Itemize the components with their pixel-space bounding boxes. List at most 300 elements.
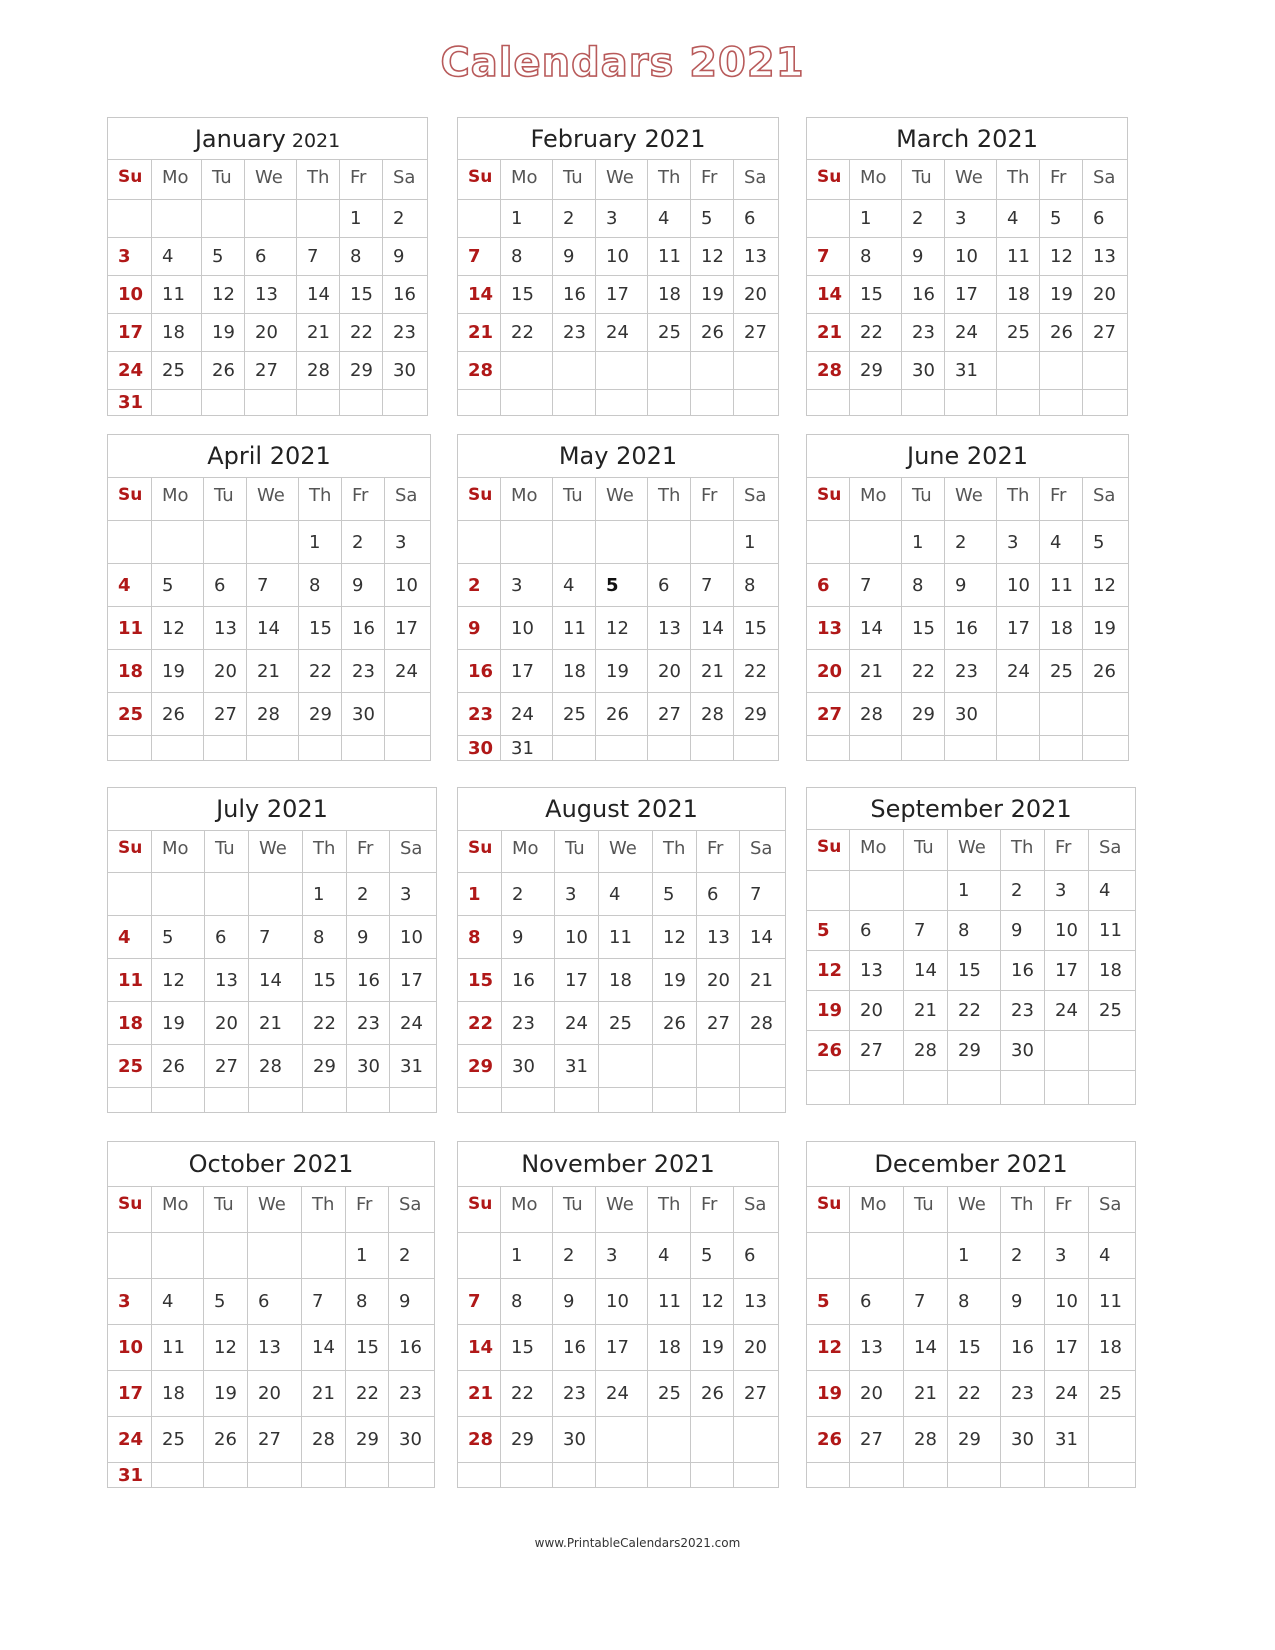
day-cell: 6 xyxy=(807,564,850,607)
day-cell: 13 xyxy=(204,607,247,650)
week-row xyxy=(807,951,1136,991)
day-cell: 6 xyxy=(734,200,779,238)
week-row xyxy=(807,693,1129,736)
weekday-su: Su xyxy=(108,831,152,873)
month-name: January xyxy=(194,124,286,153)
month-year: 2021 xyxy=(636,124,706,153)
day-cell: 15 xyxy=(734,607,779,650)
week-row xyxy=(807,991,1136,1031)
day-cell: 17 xyxy=(108,1371,152,1417)
week-row xyxy=(458,650,779,693)
day-cell: 7 xyxy=(904,1279,948,1325)
day-cell: 30 xyxy=(347,1045,390,1088)
day-cell: 11 xyxy=(108,959,152,1002)
day-cell: 7 xyxy=(904,911,948,951)
day-cell: 19 xyxy=(1083,607,1129,650)
day-cell: 11 xyxy=(648,238,691,276)
empty-cell xyxy=(342,736,385,761)
week-row xyxy=(807,1325,1136,1371)
week-row xyxy=(458,873,786,916)
empty-cell xyxy=(108,521,152,564)
empty-cell xyxy=(740,1045,786,1088)
empty-cell xyxy=(648,352,691,390)
day-cell: 30 xyxy=(389,1417,435,1463)
day-cell: 15 xyxy=(501,1325,553,1371)
month-name: April xyxy=(207,442,263,470)
weekday-we: We xyxy=(245,160,297,200)
day-cell: 5 xyxy=(691,200,734,238)
empty-cell xyxy=(458,521,501,564)
day-cell: 28 xyxy=(904,1417,948,1463)
week-row xyxy=(108,314,428,352)
day-cell: 3 xyxy=(1045,871,1089,911)
week-row xyxy=(807,1417,1136,1463)
month-title xyxy=(458,1142,779,1187)
day-cell: 21 xyxy=(247,650,299,693)
weekday-sa: Sa xyxy=(383,160,428,200)
week-row xyxy=(807,276,1128,314)
empty-cell xyxy=(734,390,779,416)
day-cell: 25 xyxy=(1089,991,1136,1031)
empty-cell xyxy=(108,736,152,761)
day-cell: 30 xyxy=(502,1045,555,1088)
empty-cell xyxy=(1040,736,1083,761)
day-cell: 11 xyxy=(648,1279,691,1325)
day-cell: 21 xyxy=(904,1371,948,1417)
day-cell: 13 xyxy=(1083,238,1128,276)
weekday-we: We xyxy=(249,831,303,873)
day-cell: 26 xyxy=(1040,314,1083,352)
empty-cell xyxy=(385,693,431,736)
day-cell: 5 xyxy=(202,238,245,276)
day-cell: 20 xyxy=(245,314,297,352)
day-cell: 15 xyxy=(948,1325,1001,1371)
week-row xyxy=(108,607,431,650)
weekday-mo: Mo xyxy=(850,1187,904,1233)
day-cell: 19 xyxy=(807,1371,850,1417)
weekday-sa: Sa xyxy=(1083,478,1129,521)
weekday-th: Th xyxy=(997,160,1040,200)
month-january xyxy=(107,117,428,416)
day-cell: 25 xyxy=(1089,1371,1136,1417)
empty-cell xyxy=(596,1417,648,1463)
week-row xyxy=(458,916,786,959)
empty-cell xyxy=(458,1088,502,1113)
weekday-fr: Fr xyxy=(1040,478,1083,521)
day-cell: 29 xyxy=(850,352,902,390)
day-cell: 29 xyxy=(458,1045,502,1088)
day-cell: 13 xyxy=(248,1325,302,1371)
day-cell: 6 xyxy=(248,1279,302,1325)
weekday-sa: Sa xyxy=(389,1187,435,1233)
day-cell: 25 xyxy=(108,1045,152,1088)
day-cell: 17 xyxy=(385,607,431,650)
empty-cell xyxy=(152,1463,204,1488)
day-cell: 2 xyxy=(902,200,945,238)
month-title xyxy=(807,435,1129,478)
day-cell: 22 xyxy=(340,314,383,352)
day-cell: 13 xyxy=(648,607,691,650)
empty-cell xyxy=(850,521,902,564)
day-cell: 19 xyxy=(152,1002,205,1045)
weekday-fr: Fr xyxy=(346,1187,389,1233)
day-cell: 5 xyxy=(1040,200,1083,238)
empty-cell xyxy=(691,521,734,564)
empty-cell xyxy=(1089,1031,1136,1071)
day-cell: 3 xyxy=(390,873,437,916)
day-cell: 13 xyxy=(807,607,850,650)
day-cell: 15 xyxy=(902,607,945,650)
month-name: March xyxy=(896,124,970,153)
empty-cell xyxy=(648,1417,691,1463)
day-cell: 2 xyxy=(945,521,997,564)
day-cell: 3 xyxy=(555,873,599,916)
day-cell: 27 xyxy=(850,1031,904,1071)
empty-cell xyxy=(553,352,596,390)
empty-cell xyxy=(553,521,596,564)
day-cell: 5 xyxy=(691,1233,734,1279)
day-cell: 5 xyxy=(807,1279,850,1325)
empty-cell xyxy=(997,736,1040,761)
day-cell: 8 xyxy=(948,1279,1001,1325)
day-cell: 12 xyxy=(152,959,205,1002)
day-cell: 27 xyxy=(734,1371,779,1417)
day-cell: 16 xyxy=(389,1325,435,1371)
weekday-sa: Sa xyxy=(734,1187,779,1233)
day-cell: 27 xyxy=(697,1002,740,1045)
day-cell: 6 xyxy=(204,564,247,607)
day-cell: 10 xyxy=(596,238,648,276)
month-november xyxy=(457,1141,779,1488)
day-cell: 3 xyxy=(997,521,1040,564)
day-cell: 19 xyxy=(152,650,204,693)
empty-cell xyxy=(1040,352,1083,390)
day-cell: 21 xyxy=(850,650,902,693)
week-row xyxy=(108,959,437,1002)
weekday-tu: Tu xyxy=(904,830,948,871)
empty-cell xyxy=(248,1233,302,1279)
day-cell: 14 xyxy=(904,951,948,991)
day-cell: 28 xyxy=(904,1031,948,1071)
day-cell: 25 xyxy=(599,1002,653,1045)
day-cell: 18 xyxy=(152,1371,204,1417)
empty-cell xyxy=(248,1463,302,1488)
empty-cell xyxy=(596,521,648,564)
week-row xyxy=(458,1045,786,1088)
empty-cell xyxy=(152,1233,204,1279)
weekday-tu: Tu xyxy=(553,160,596,200)
weekday-su: Su xyxy=(807,478,850,521)
week-row xyxy=(458,959,786,1002)
day-cell: 24 xyxy=(390,1002,437,1045)
day-cell: 11 xyxy=(997,238,1040,276)
day-cell: 22 xyxy=(948,991,1001,1031)
month-name: February xyxy=(530,124,637,153)
day-cell: 29 xyxy=(948,1031,1001,1071)
day-cell: 30 xyxy=(1001,1417,1045,1463)
day-cell: 13 xyxy=(734,238,779,276)
day-cell: 19 xyxy=(202,314,245,352)
week-row xyxy=(807,352,1128,390)
empty-cell xyxy=(691,352,734,390)
day-cell: 23 xyxy=(347,1002,390,1045)
month-title xyxy=(458,788,786,831)
day-cell: 1 xyxy=(299,521,342,564)
month-name: November xyxy=(521,1150,647,1178)
weekday-fr: Fr xyxy=(340,160,383,200)
month-name: August xyxy=(545,795,630,823)
day-cell: 16 xyxy=(347,959,390,1002)
empty-cell xyxy=(948,1463,1001,1488)
empty-cell xyxy=(204,736,247,761)
empty-cell xyxy=(653,1088,697,1113)
week-row xyxy=(458,390,779,416)
empty-cell xyxy=(204,521,247,564)
day-cell: 16 xyxy=(502,959,555,1002)
day-cell: 23 xyxy=(1001,1371,1045,1417)
day-cell: 3 xyxy=(108,238,152,276)
empty-cell xyxy=(385,736,431,761)
day-cell: 14 xyxy=(904,1325,948,1371)
day-cell: 25 xyxy=(152,352,202,390)
week-row xyxy=(807,390,1128,416)
empty-cell xyxy=(599,1045,653,1088)
weekday-fr: Fr xyxy=(691,478,734,521)
day-cell: 22 xyxy=(458,1002,502,1045)
empty-cell xyxy=(997,352,1040,390)
month-april xyxy=(107,434,431,761)
month-june xyxy=(806,434,1129,761)
day-cell: 26 xyxy=(807,1417,850,1463)
week-row xyxy=(807,521,1129,564)
day-cell: 28 xyxy=(850,693,902,736)
day-cell: 21 xyxy=(904,991,948,1031)
day-cell: 19 xyxy=(691,1325,734,1371)
day-cell: 24 xyxy=(108,1417,152,1463)
day-cell: 26 xyxy=(152,693,204,736)
day-cell: 15 xyxy=(340,276,383,314)
day-cell: 21 xyxy=(302,1371,346,1417)
week-row xyxy=(807,238,1128,276)
day-cell: 7 xyxy=(691,564,734,607)
day-cell: 24 xyxy=(385,650,431,693)
day-cell: 13 xyxy=(697,916,740,959)
empty-cell xyxy=(948,1071,1001,1105)
day-cell: 27 xyxy=(734,314,779,352)
day-cell: 21 xyxy=(249,1002,303,1045)
month-title xyxy=(108,788,437,831)
week-row xyxy=(458,1279,779,1325)
empty-cell xyxy=(1040,693,1083,736)
day-cell: 4 xyxy=(997,200,1040,238)
day-cell: 18 xyxy=(599,959,653,1002)
weekday-we: We xyxy=(945,478,997,521)
day-cell: 24 xyxy=(596,1371,648,1417)
day-cell: 15 xyxy=(303,959,347,1002)
day-cell: 3 xyxy=(108,1279,152,1325)
empty-cell xyxy=(390,1088,437,1113)
weekday-sa: Sa xyxy=(385,478,431,521)
day-cell: 2 xyxy=(347,873,390,916)
day-cell: 16 xyxy=(553,276,596,314)
month-name: May xyxy=(558,442,609,470)
weekday-tu: Tu xyxy=(902,478,945,521)
week-row xyxy=(108,390,428,416)
weekday-th: Th xyxy=(648,160,691,200)
month-may xyxy=(457,434,779,761)
week-row xyxy=(108,564,431,607)
empty-cell xyxy=(245,200,297,238)
month-name: October xyxy=(188,1150,285,1178)
month-name: December xyxy=(874,1150,999,1178)
day-cell: 12 xyxy=(653,916,697,959)
weekday-mo: Mo xyxy=(152,160,202,200)
day-cell: 30 xyxy=(553,1417,596,1463)
empty-cell xyxy=(945,390,997,416)
day-cell: 18 xyxy=(1089,1325,1136,1371)
day-cell: 2 xyxy=(553,1233,596,1279)
week-row xyxy=(108,873,437,916)
day-cell: 10 xyxy=(501,607,553,650)
day-cell: 4 xyxy=(108,916,152,959)
day-cell: 31 xyxy=(1045,1417,1089,1463)
empty-cell xyxy=(653,1045,697,1088)
weekday-th: Th xyxy=(648,1187,691,1233)
day-cell: 29 xyxy=(340,352,383,390)
month-october xyxy=(107,1141,435,1488)
week-row xyxy=(108,521,431,564)
month-february xyxy=(457,117,779,416)
week-row xyxy=(108,1045,437,1088)
day-cell: 25 xyxy=(553,693,596,736)
day-cell: 28 xyxy=(691,693,734,736)
day-cell: 5 xyxy=(1083,521,1129,564)
weekday-su: Su xyxy=(108,160,152,200)
day-cell: 14 xyxy=(297,276,340,314)
day-cell: 21 xyxy=(740,959,786,1002)
day-cell: 28 xyxy=(297,352,340,390)
day-cell: 31 xyxy=(945,352,997,390)
day-cell: 1 xyxy=(458,873,502,916)
day-cell: 14 xyxy=(850,607,902,650)
week-row xyxy=(108,650,431,693)
day-cell: 31 xyxy=(108,390,152,416)
weekday-su: Su xyxy=(108,1187,152,1233)
day-cell: 25 xyxy=(1040,650,1083,693)
weekday-sa: Sa xyxy=(1089,830,1136,871)
week-row xyxy=(807,200,1128,238)
empty-cell xyxy=(596,1463,648,1488)
week-row xyxy=(458,276,779,314)
day-cell: 12 xyxy=(1083,564,1129,607)
day-cell: 27 xyxy=(248,1417,302,1463)
day-cell: 17 xyxy=(108,314,152,352)
empty-cell xyxy=(1089,1071,1136,1105)
empty-cell xyxy=(245,390,297,416)
day-cell: 14 xyxy=(807,276,850,314)
footer-url: www.PrintableCalendars2021.com xyxy=(534,1536,741,1550)
day-cell: 28 xyxy=(247,693,299,736)
day-cell: 2 xyxy=(553,200,596,238)
day-cell: 7 xyxy=(850,564,902,607)
day-cell: 10 xyxy=(108,1325,152,1371)
day-cell: 20 xyxy=(850,991,904,1031)
week-row xyxy=(458,1088,786,1113)
empty-cell xyxy=(691,736,734,761)
empty-cell xyxy=(458,200,501,238)
empty-cell xyxy=(383,390,428,416)
day-cell: 31 xyxy=(555,1045,599,1088)
day-cell: 7 xyxy=(247,564,299,607)
empty-cell xyxy=(1083,352,1128,390)
weekday-th: Th xyxy=(299,478,342,521)
day-cell: 1 xyxy=(734,521,779,564)
empty-cell xyxy=(297,390,340,416)
weekday-sa: Sa xyxy=(734,160,779,200)
empty-cell xyxy=(152,873,205,916)
day-cell: 30 xyxy=(1001,1031,1045,1071)
empty-cell xyxy=(1083,390,1128,416)
day-cell: 2 xyxy=(383,200,428,238)
day-cell: 7 xyxy=(458,1279,501,1325)
day-cell: 10 xyxy=(108,276,152,314)
month-name: September xyxy=(870,794,1003,823)
weekday-fr: Fr xyxy=(342,478,385,521)
empty-cell xyxy=(501,521,553,564)
day-cell: 15 xyxy=(458,959,502,1002)
day-cell: 31 xyxy=(108,1463,152,1488)
day-cell: 8 xyxy=(346,1279,389,1325)
day-cell: 18 xyxy=(108,1002,152,1045)
day-cell: 1 xyxy=(850,200,902,238)
day-cell: 18 xyxy=(1040,607,1083,650)
empty-cell xyxy=(945,736,997,761)
empty-cell xyxy=(691,1463,734,1488)
day-cell: 25 xyxy=(152,1417,204,1463)
empty-cell xyxy=(807,1071,850,1105)
day-cell: 18 xyxy=(648,1325,691,1371)
day-cell: 5 xyxy=(152,564,204,607)
day-cell: 11 xyxy=(1040,564,1083,607)
day-cell: 13 xyxy=(850,951,904,991)
week-row xyxy=(807,871,1136,911)
empty-cell xyxy=(648,390,691,416)
empty-cell xyxy=(108,873,152,916)
day-cell: 25 xyxy=(108,693,152,736)
empty-cell xyxy=(501,390,553,416)
empty-cell xyxy=(108,200,152,238)
empty-cell xyxy=(501,1463,553,1488)
day-cell: 28 xyxy=(807,352,850,390)
day-cell: 9 xyxy=(458,607,501,650)
week-row xyxy=(108,1325,435,1371)
day-cell: 8 xyxy=(501,1279,553,1325)
weekday-sa: Sa xyxy=(740,831,786,873)
empty-cell xyxy=(458,390,501,416)
week-row xyxy=(108,200,428,238)
day-cell: 8 xyxy=(850,238,902,276)
day-cell: 2 xyxy=(342,521,385,564)
day-cell: 14 xyxy=(458,1325,501,1371)
empty-cell xyxy=(340,390,383,416)
weekday-we: We xyxy=(596,1187,648,1233)
empty-cell xyxy=(152,200,202,238)
day-cell: 10 xyxy=(390,916,437,959)
day-cell: 9 xyxy=(1001,1279,1045,1325)
day-cell: 26 xyxy=(152,1045,205,1088)
empty-cell xyxy=(902,390,945,416)
empty-cell xyxy=(734,1417,779,1463)
